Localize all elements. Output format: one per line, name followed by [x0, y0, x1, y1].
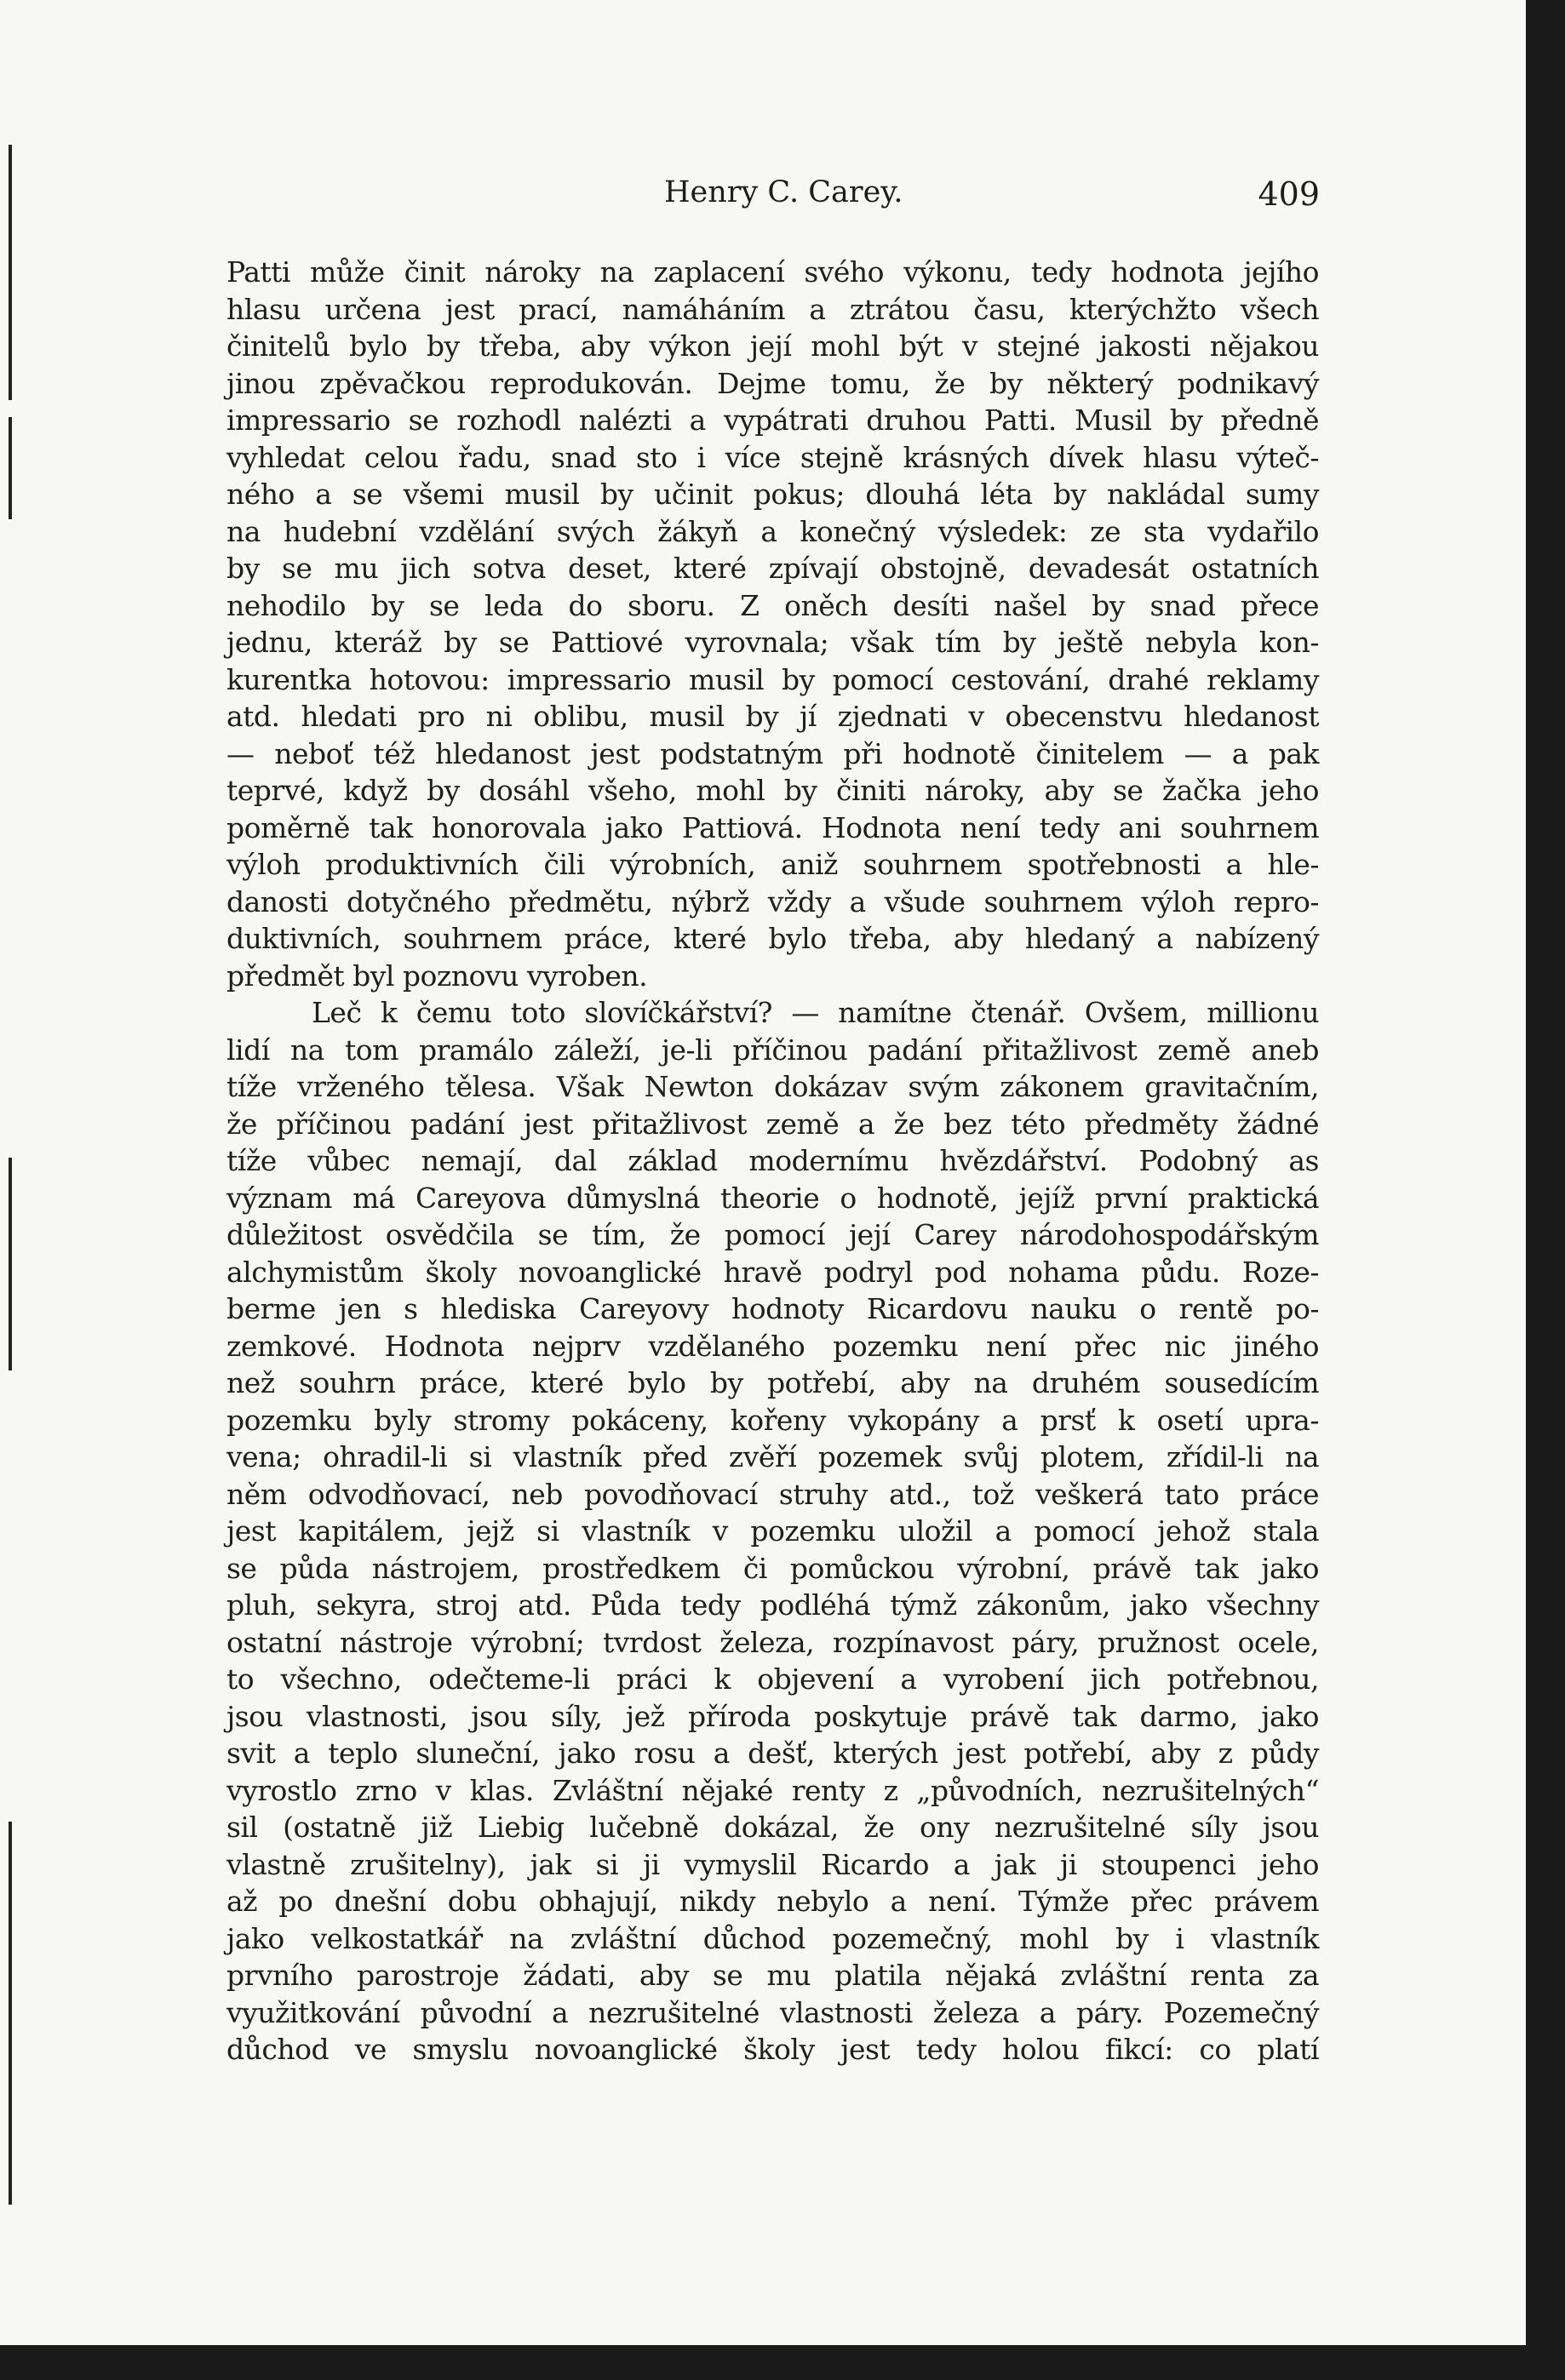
- text-line: tíže vrženého tělesa. Však Newton dokázav svým zákonem gravitačním,: [226, 1070, 1319, 1103]
- page-number: 409: [1258, 175, 1320, 213]
- text-line: na hudební vzdělání svých žákyň a konečný výsledek: ze sta vydařilo: [226, 514, 1319, 548]
- text-line: duktivních, souhrnem práce, které bylo třeba, aby hledaný a nabízený: [226, 922, 1319, 955]
- text-line: svit a teplo sluneční, jako rosu a dešť, kterých jest potřebí, aby z půdy: [226, 1736, 1319, 1770]
- text-line: lidí na tom pramálo záleží, je-li příčinou padání přitažlivost země aneb: [226, 1033, 1319, 1067]
- text-line: pluh, sekyra, stroj atd. Půda tedy podléhá týmž zákonům, jako všechny: [226, 1588, 1319, 1622]
- text-line: vyrostlo zrno v klas. Zvláštní nějaké renty z „původních, nezrušitelných“: [226, 1773, 1319, 1807]
- text-line: vena; ohradil-li si vlastník před zvěří pozemek svůj plotem, zřídil-li na: [226, 1440, 1319, 1473]
- text-line: kurentka hotovou: impressario musil by pomocí cestování, drahé reklamy: [226, 662, 1319, 696]
- text-line: Leč k čemu toto slovíčkářství? — namítne čtenář. Ovšem, millionu: [312, 996, 1319, 1029]
- text-line: předmět byl poznovu vyroben.: [226, 958, 648, 993]
- text-line: důležitost osvědčila se tím, že pomocí její Carey národohospodářským: [226, 1218, 1319, 1251]
- body-text: [226, 254, 1319, 2068]
- text-line: že příčinou padání jest přitažlivost země a že bez této předměty žádné: [226, 1107, 1319, 1141]
- text-line: teprvé, když by dosáhl všeho, mohl by činiti nároky, aby se žačka jeho: [226, 774, 1319, 807]
- text-line: jest kapitálem, jejž si vlastník v pozemku uložil a pomocí jehož stala: [226, 1514, 1319, 1548]
- binding-edge: [9, 1158, 12, 1370]
- text-line: ného a se všemi musil by učinit pokus; dlouhá léta by nakládal sumy: [226, 478, 1319, 511]
- text-line: danosti dotyčného předmětu, nýbrž vždy a všude souhrnem výloh repro-: [226, 884, 1319, 918]
- text-line: vlastně zrušitelny), jak si ji vymyslil Ricardo a jak ji stoupenci jeho: [226, 1847, 1319, 1881]
- text-line: až po dnešní dobu obhajují, nikdy nebylo a není. Týmže přec právem: [226, 1885, 1319, 1918]
- text-line: zemkové. Hodnota nejprv vzdělaného pozemku není přec nic jiného: [226, 1329, 1319, 1363]
- text-line: impressario se rozhodl nalézti a vypátrati druhou Patti. Musil by předně: [226, 403, 1319, 437]
- text-line: výloh produktivních čili výrobních, aniž souhrnem spotřebnosti a hle-: [226, 848, 1319, 881]
- text-line: jako velkostatkář na zvláštní důchod pozemečný, mohl by i vlastník: [226, 1921, 1319, 1955]
- text-line: jsou vlastnosti, jsou síly, jež příroda poskytuje právě tak darmo, jako: [226, 1699, 1319, 1733]
- text-line: se půda nástrojem, prostředkem či pomůckou výrobní, právě tak jako: [226, 1551, 1319, 1585]
- text-line: — neboť též hledanost jest podstatným při hodnotě činitelem — a pak: [226, 736, 1319, 770]
- text-line: to všechno, odečteme-li práci k objevení a vyrobení jich potřebnou,: [226, 1662, 1319, 1696]
- text-line: význam má Careyova důmyslná theorie o hodnotě, jejíž první praktická: [226, 1181, 1319, 1215]
- text-line: využitkování původní a nezrušitelné vlastnosti železa a páry. Pozemečný: [226, 1995, 1319, 2029]
- binding-edge: [9, 1822, 12, 2205]
- text-line: ostatní nástroje výrobní; tvrdost železa, rozpínavost páry, pružnost ocele,: [226, 1625, 1319, 1659]
- running-head: [230, 170, 1320, 221]
- text-line: alchymistům školy novoanglické hravě podryl pod nohama půdu. Roze-: [226, 1255, 1319, 1289]
- text-line: činitelů bylo by třeba, aby výkon její mohl být v stejné jakosti nějakou: [226, 329, 1319, 363]
- text-line: berme jen s hlediska Careyovy hodnoty Ricardovu nauku o rentě po-: [226, 1292, 1319, 1325]
- text-line: prvního parostroje žádati, aby se mu platila nějaká zvláštní renta za: [226, 1959, 1319, 1992]
- text-line: sil (ostatně již Liebig lučebně dokázal, že ony nezrušitelné síly jsou: [226, 1811, 1319, 1844]
- text-line: něm odvodňovací, neb povodňovací struhy atd., tož veškerá tato práce: [226, 1477, 1319, 1511]
- text-line: nehodilo by se leda do sboru. Z oněch desíti našel by snad přece: [226, 588, 1319, 622]
- binding-edge: [9, 417, 12, 519]
- text-line: jednu, kteráž by se Pattiové vyrovnala; však tím by ještě nebyla kon-: [226, 626, 1319, 659]
- text-line: pozemku byly stromy pokáceny, kořeny vykopány a prsť k osetí upra-: [226, 1403, 1319, 1437]
- text-line: vyhledat celou řadu, snad sto i více stejně krásných dívek hlasu výteč-: [226, 440, 1319, 474]
- text-line: tíže vůbec nemají, dal základ modernímu hvězdářství. Podobný as: [226, 1144, 1319, 1177]
- text-line: by se mu jich sotva deset, které zpívají obstojně, devadesát ostatních: [226, 552, 1319, 585]
- text-line: hlasu určena jest prací, namáháním a ztrátou času, kterýchžto všech: [226, 292, 1319, 326]
- text-line: důchod ve smyslu novoanglické školy jest tedy holou fikcí: co platí: [226, 2033, 1319, 2066]
- text-line: než souhrn práce, které bylo by potřebí, aby na druhém sousedícím: [226, 1366, 1319, 1399]
- text-line: jinou zpěvačkou reprodukován. Dejme tomu, že by některý podnikavý: [226, 366, 1319, 400]
- text-line: poměrně tak honorovala jako Pattiová. Hodnota není tedy ani souhrnem: [226, 810, 1319, 844]
- running-title: Henry C. Carey.: [664, 175, 903, 209]
- text-line: Patti může činit nároky na zaplacení svého výkonu, tedy hodnota jejího: [226, 255, 1319, 289]
- binding-edge: [9, 145, 12, 400]
- text-line: atd. hledati pro ni oblibu, musil by jí zjednati v obecenstvu hledanost: [226, 700, 1319, 733]
